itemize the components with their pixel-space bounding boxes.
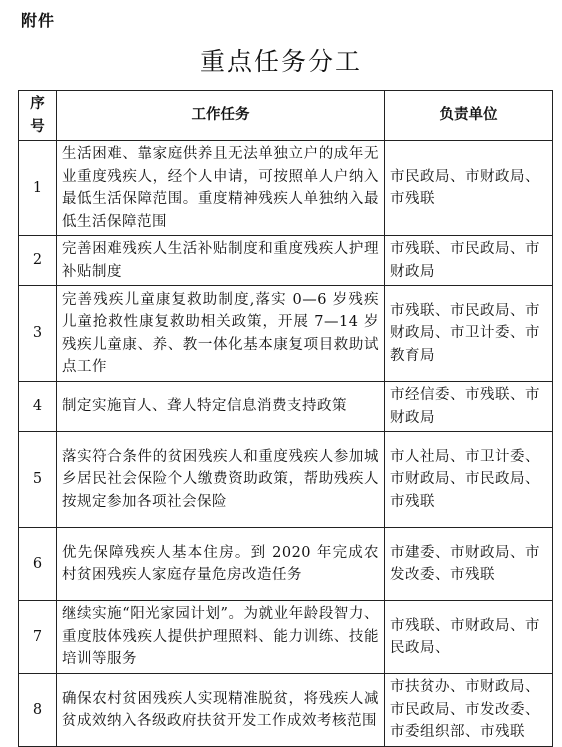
row-unit: 市经信委、市残联、市财政局 (385, 382, 553, 432)
row-number: 6 (19, 528, 57, 601)
row-unit: 市残联、市民政局、市财政局、市卫计委、市教育局 (385, 286, 553, 382)
row-unit: 市残联、市民政局、市财政局 (385, 236, 553, 286)
header-unit: 负责单位 (385, 91, 553, 141)
header-number: 序号 (19, 91, 57, 141)
table-row (19, 601, 553, 674)
table-header-row (19, 91, 553, 141)
row-number: 3 (19, 286, 57, 382)
row-unit: 市扶贫办、市财政局、市民政局、市发改委、市委组织部、市残联 (385, 674, 553, 747)
row-task: 确保农村贫困残疾人实现精准脱贫，将残疾人减贫成效纳入各级政府扶贫开发工作成效考核范围 (57, 674, 385, 747)
row-unit: 市建委、市财政局、市发改委、市残联 (385, 528, 553, 601)
row-task: 落实符合条件的贫困残疾人和重度残疾人参加城乡居民社会保险个人缴费资助政策，帮助残疾人按规定参加各项社会保险 (57, 432, 385, 528)
row-task: 制定实施盲人、聋人特定信息消费支持政策 (57, 382, 385, 432)
table-row (19, 528, 553, 601)
row-task: 完善困难残疾人生活补贴制度和重度残疾人护理补贴制度 (57, 236, 385, 286)
page-title: 重点任务分工 (199, 47, 362, 76)
row-task: 生活困难、靠家庭供养且无法单独立户的成年无业重度残疾人，经个人申请，可按照单人户纳入最低生活保障范围。重度精神残疾人单独纳入最低生活保障范围 (57, 141, 385, 236)
row-number: 8 (19, 674, 57, 747)
row-number: 4 (19, 382, 57, 432)
attachment-label: 附件 (21, 11, 56, 30)
table-row (19, 432, 553, 528)
row-unit: 市残联、市财政局、市民政局、 (385, 601, 553, 674)
row-unit: 市人社局、市卫计委、市财政局、市民政局、市残联 (385, 432, 553, 528)
table-row (19, 286, 553, 382)
task-table (18, 90, 553, 747)
row-number: 5 (19, 432, 57, 528)
row-number: 7 (19, 601, 57, 674)
row-number: 1 (19, 141, 57, 236)
table-row (19, 141, 553, 236)
table-row (19, 236, 553, 286)
row-unit: 市民政局、市财政局、市残联 (385, 141, 553, 236)
table-row (19, 382, 553, 432)
row-number: 2 (19, 236, 57, 286)
header-task: 工作任务 (57, 91, 385, 141)
row-task: 继续实施“阳光家园计划”。为就业年龄段智力、重度肢体残疾人提供护理照料、能力训练、技能培训等服务 (57, 601, 385, 674)
row-task: 优先保障残疾人基本住房。到 2020 年完成农村贫困残疾人家庭存量危房改造任务 (57, 528, 385, 601)
table-row (19, 674, 553, 747)
row-task: 完善残疾儿童康复救助制度,落实 0—6 岁残疾儿童抢救性康复救助相关政策，开展 7—14 岁残疾儿童康、养、教一体化基本康复项目救助试点工作 (57, 286, 385, 382)
